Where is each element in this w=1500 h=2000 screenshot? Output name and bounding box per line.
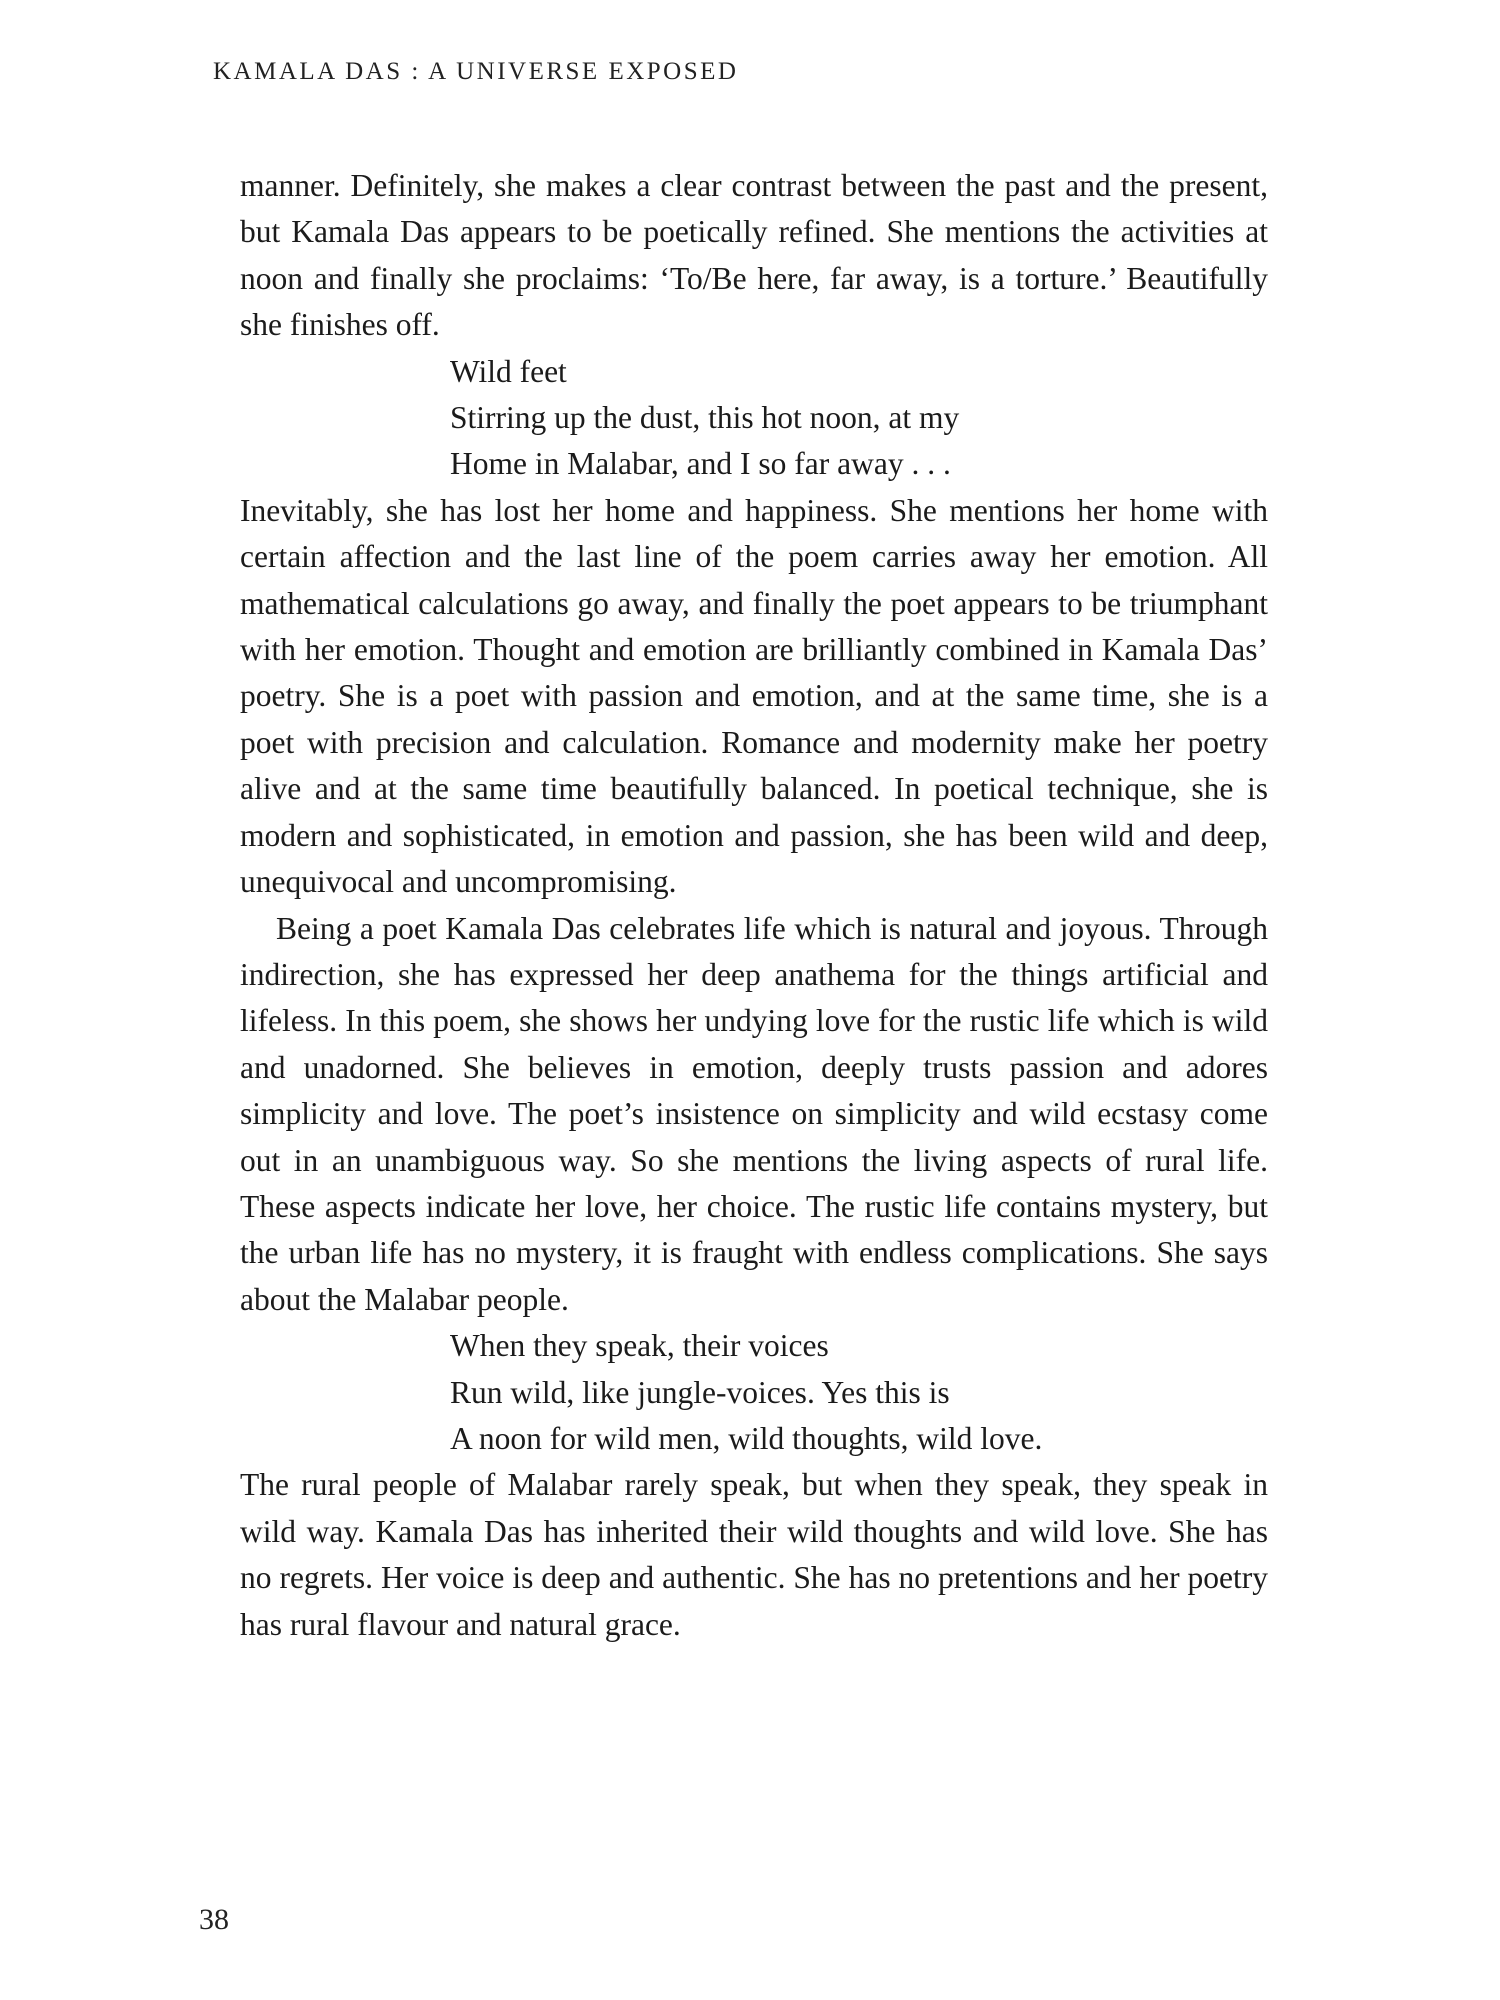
paragraph-1: manner. Definitely, she makes a clear contrast between the past and the present, but Kamala Das appears to be poetically refined. She mentions the activities at noon and finally she proclaims: ‘To/Be here, far away, is a torture.’ Beautifully she finishes off. [240, 168, 1268, 343]
verse-quote-2 [240, 1323, 1268, 1462]
page-body [240, 163, 1268, 1648]
paragraph-2: Inevitably, she has lost her home and happiness. She mentions her home with certain affection and the last line of the poem carries away her emotion. All mathematical calculations go away, and finally the poet appears to be triumphant with her emotion. Thought and emotion are brilliantly combined in Kamala Das’ poetry. She is a poet with passion and emotion, and at the same time, she is a poet with precision and calculation. Romance and modernity make her poetry alive and at the same time beautifully balanced. In poetical technique, she is modern and sophisticated, in emotion and passion, she has been wild and deep, unequivocal and uncompromising. [240, 492, 1268, 900]
verse-line: Run wild, like jungle-voices. Yes this is [450, 1374, 950, 1410]
verse-line: A noon for wild men, wild thoughts, wild love. [450, 1420, 1043, 1456]
verse-line: Wild feet [450, 353, 567, 389]
page-number: 38 [199, 1903, 229, 1936]
paragraph-4: The rural people of Malabar rarely speak, but when they speak, they speak in wild way. Kamala Das has inherited their wild thoughts and wild love. She has no regrets. Her voice is deep and authentic. She has no pretentions and her poetry has rural flavour and natural grace. [240, 1467, 1268, 1642]
verse-quote-1 [240, 349, 1268, 488]
paragraph-3: Being a poet Kamala Das celebrates life which is natural and joyous. Through indirection, she has expressed her deep anathema for the things artificial and lifeless. In this poem, she shows her undying love for the rustic life which is wild and unadorned. She believes in emotion, deeply trusts passion and adores simplicity and love. The poet’s insistence on simplicity and wild ecstasy come out in an unambiguous way. So she mentions the living aspects of rural life. These aspects indicate her love, her choice. The rustic life contains mystery, but the urban life has no mystery, it is fraught with endless complications. She says about the Malabar people. [240, 910, 1268, 1317]
verse-line: Home in Malabar, and I so far away . . . [450, 446, 951, 482]
verse-line: Stirring up the dust, this hot noon, at my [450, 400, 960, 436]
verse-line: When they speak, their voices [450, 1328, 829, 1364]
running-head: KAMALA DAS : A UNIVERSE EXPOSED [213, 58, 739, 85]
